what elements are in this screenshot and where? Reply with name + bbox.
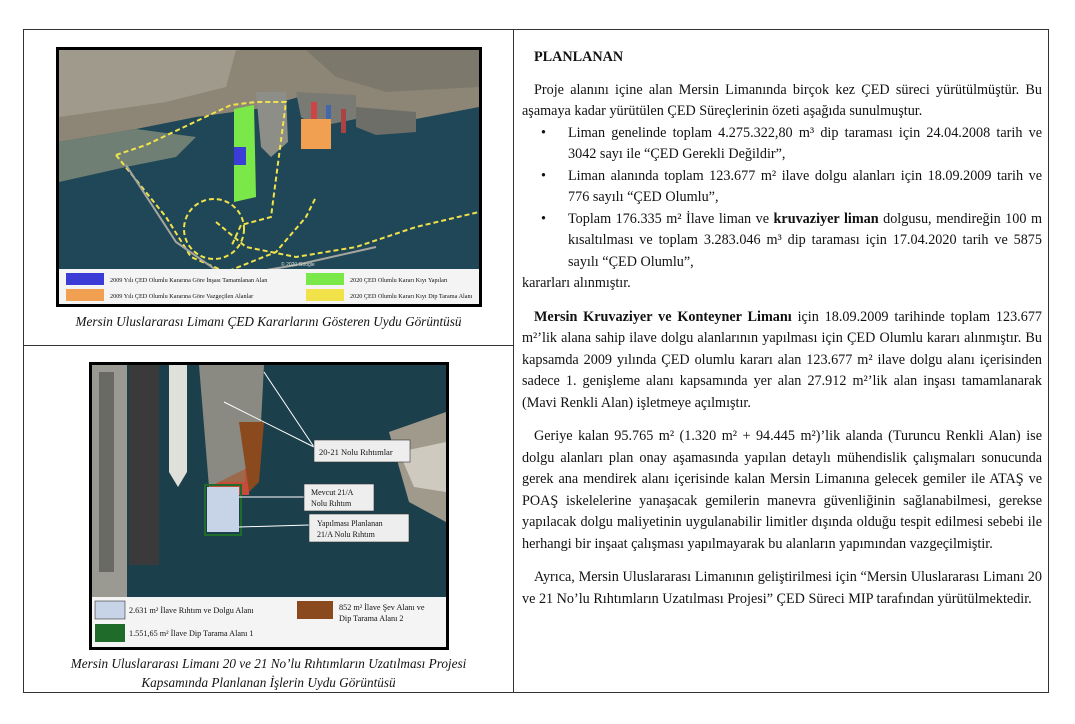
section-heading: PLANLANAN [534, 49, 624, 65]
legend2-label-3: 1.551,65 m² İlave Dip Tarama Alanı 1 [129, 629, 254, 638]
caption-image-1: Mersin Uluslararası Limanı ÇED Kararlarını Gösteren Uydu Görüntüsü [75, 314, 462, 329]
legend2-label-2-l2: Dip Tarama Alanı 2 [339, 614, 404, 623]
legend1-label-2: 2009 Yılı ÇED Olumlu Kararına Göre Vazgeçilen Alanlar [110, 293, 254, 300]
caption-image-2-line2: Kapsamında Planlanan İşlerin Uydu Görüntüsü [141, 675, 396, 690]
paragraph-cruise-port [522, 307, 1042, 415]
intro-paragraph: Proje alanını içine alan Mersin Limanında birçok kez ÇED süreci yürütülmüştür. Bu aşamaya kadar yürütülen ÇED Süreçlerinin özeti aşağıda sunulmuştur. [522, 81, 1042, 119]
satellite-image-quays-20-21 [89, 362, 449, 650]
paragraph-remaining-area: Geriye kalan 95.765 m² (1.320 m² + 94.445 m²)’lik alanda (Turuncu Renkli Alan) ise dolgu alanları plan onay aşamasında yapılan detaylı mühendislik çalışmaları sonucunda gerek ana mendirek alanı içerisinde kalan Mersin Limanına gelecek gemiler ile ATAŞ ve POAŞ iskelelerine yanaşacak gemilerin manevra güvenliğinin sağlanabilmesi, gerekse yapılacak dolgu maliyetinin uygulanabilir limitler dışında olduğu tespit edilmesi sebebi ile herhangi bir inşaat çalışması yapılmayarak bu alanların yapımından vazgeçilmiştir. [522, 428, 1042, 552]
legend1-label-4: 2020 ÇED Olumlu Kararı Kıyı Dip Tarama Alanı [350, 293, 473, 300]
satellite-image-port-ced [56, 47, 482, 307]
google-watermark: © 2020 Google [281, 262, 315, 268]
column-divider [513, 29, 514, 693]
legend1-label-3: 2020 ÇED Olumlu Kararı Kıyı Yapıları [350, 277, 448, 284]
callout-existing-21a-l1: Mevcut 21/A [311, 488, 354, 497]
list-item: • Liman alanında toplam 123.677 m² ilave dolgu alanları için 18.09.2009 tarih ve 776 sayılı “ÇED Olumlu”, [568, 166, 1042, 209]
callout-planned-21a-l1: Yapılması Planlanan [317, 519, 383, 528]
row-divider [23, 345, 514, 346]
planlanan-section [522, 47, 1042, 610]
caption-image-2-line1: Mersin Uluslararası Limanı 20 ve 21 No’lu Rıhtımların Uzatılması Projesi [70, 656, 467, 671]
list-item: • Liman genelinde toplam 4.275.322,80 m³ dip taraması için 24.04.2008 tarih ve 3042 sayı ile “ÇED Gerekli Değildir”, [568, 123, 1042, 166]
callout-planned-21a-l2: 21/A Nolu Rıhtım [317, 530, 375, 539]
bullet3-text-pre: Toplam 176.335 m² İlave liman ve [568, 210, 774, 227]
ced-decision-list [522, 123, 1042, 274]
paragraph-project: Ayrıca, Mersin Uluslararası Limanının geliştirilmesi için “Mersin Uluslararası Limanı 20 ve 21 No’lu Rıhtımların Uzatılması Projesi” ÇED Süreci MIP tarafından yürütülmektedir. [522, 569, 1042, 607]
callout-existing-21a-l2: Nolu Rıhtım [311, 499, 352, 508]
bullet3-text-post: dolgusu, mendireğin 100 m kısaltılması ve toplam 3.283.046 m³ dip taraması için 17.04.2020 tarih ve 5875 sayılı “ÇED Olumlu”, [568, 210, 1042, 270]
caption-image-2 [24, 654, 513, 692]
cruise-port-name: Mersin Kruvaziyer ve Konteyner Limanı [534, 308, 792, 325]
legend2-label-2-l1: 852 m² İlave Şev Alanı ve [339, 603, 425, 612]
legend1-label-1: 2009 Yılı ÇED Olumlu Kararına Göre İnşası Tamamlanan Alan [110, 277, 268, 284]
bullet3-text-bold: kruvaziyer liman [773, 210, 879, 227]
callout-20-21: 20-21 Nolu Rıhtımlar [319, 447, 393, 457]
closing-line: kararları alınmıştır. [522, 275, 631, 291]
cruise-port-text: için 18.09.2009 tarihinde toplam 123.677 m²’lik alana sahip ilave dolgu alanlarının yapılması için ÇED Olumlu kararı alınmıştır. Bu kapsamda 2009 yılında ÇED olumlu kararı alan 123.677 m² ilave dolgu alanı içerisinden sadece 1. genişleme alanı kapsamında yer alan 27.912 m²’lik alan inşası tamamlanarak (Mavi Renkli Alan) işletmeye açılmıştır. [522, 308, 1043, 411]
legend2-label-1: 2.631 m² İlave Rıhtım ve Dolgu Alanı [129, 606, 254, 615]
list-item [568, 209, 1042, 274]
